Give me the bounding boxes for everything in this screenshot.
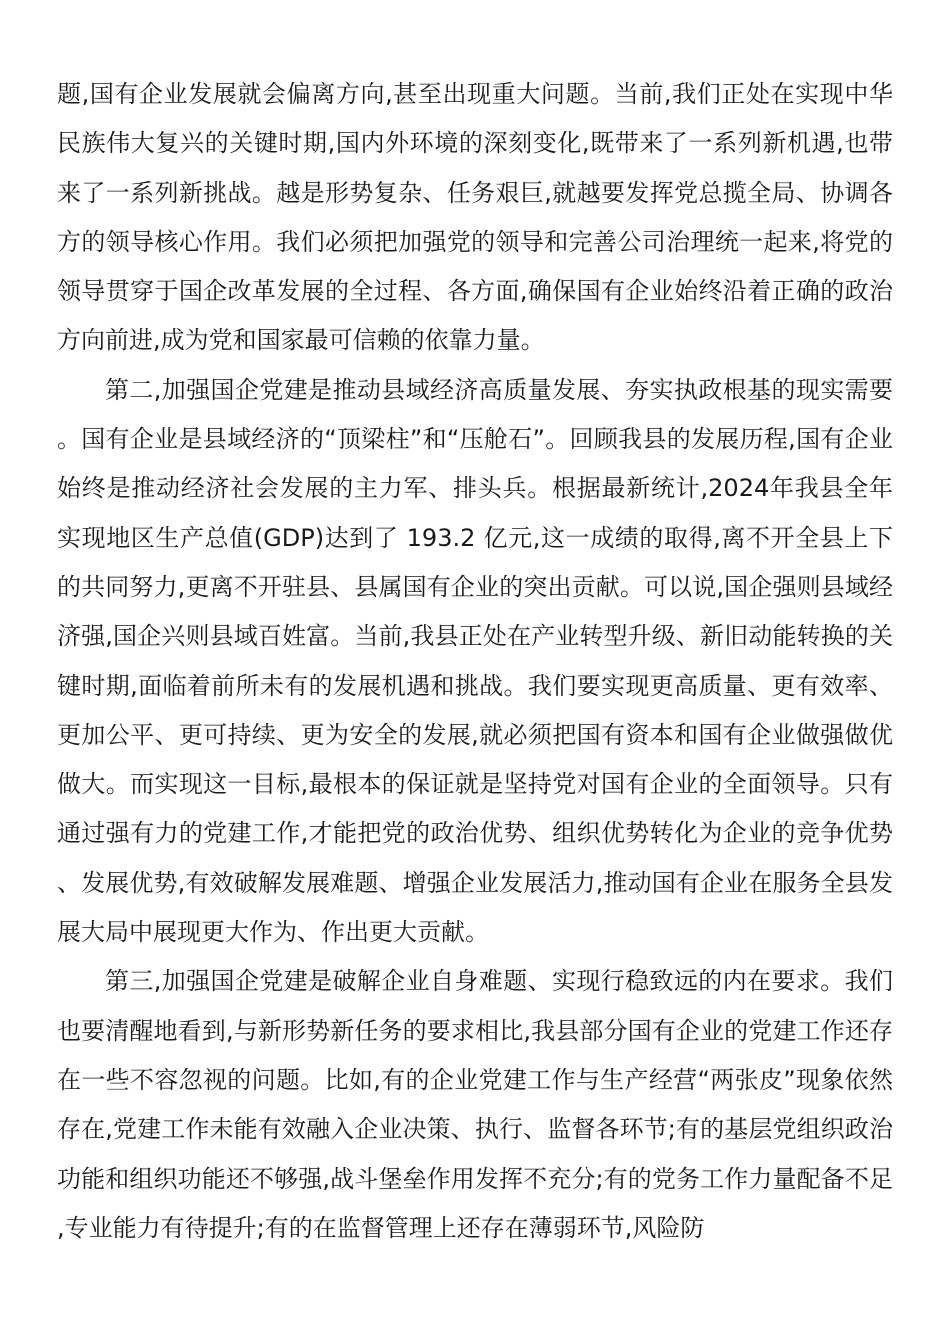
paragraph-3: 第三,加强国企党建是破解企业自身难题、实现行稳致远的内在要求。我们也要清醒地看到,与新形势新任务的要求相比,我县部分国有企业的党建工作还存在一些不容忽视的问题。比如,有的企业党建工作与生产经营“两张皮”现象依然存在,党建工作未能有效融入企业决策、执行、监督各环节;有的基层党组织政治功能和组织功能还不够强,战斗堡垒作用发挥不充分;有的党务工作力量配备不足,专业能力有待提升;有的在监督管理上还存在薄弱环节,风险防 xyxy=(57,967,893,1242)
paragraph-2: 第二,加强国企党建是推动县域经济高质量发展、夯实执政根基的现实需要。国有企业是县域经济的“顶梁柱”和“压舱石”。回顾我县的发展历程,国有企业始终是推动经济社会发展的主力军、排头兵。根据最新统计,2024年我县全年实现地区生产总值(GDP)达到了 193.2 亿元,这一成绩的取得,离不开全县上下的共同努力,更离不开驻县、县属国有企业的突出贡献。可以说,国企强则县域经济强,国企兴则县域百姓富。当前,我县正处在产业转型升级、新旧动能转换的关键时期,面临着前所未有的发展机遇和挑战。我们要实现更高质量、更有效率、更加公平、更可持续、更为安全的发展,就必须把国有资本和国有企业做强做优做大。而实现这一目标,最根本的保证就是坚持党对国有企业的全面领导。只有通过强有力的党建工作,才能把党的政治优势、组织优势转化为企业的竞争优势、发展优势,有效破解发展难题、增强企业发展活力,推动国有企业在服务全县发展大局中展现更大作为、作出更大贡献。 xyxy=(57,375,893,947)
document-page xyxy=(57,70,893,1253)
paragraph-1: 题,国有企业发展就会偏离方向,甚至出现重大问题。当前,我们正处在实现中华民族伟大复兴的关键时期,国内外环境的深刻变化,既带来了一系列新机遇,也带来了一系列新挑战。越是形势复杂、任务艰巨,就越要发挥党总揽全局、协调各方的领导核心作用。我们必须把加强党的领导和完善公司治理统一起来,将党的领导贯穿于国企改革发展的全过程、各方面,确保国有企业始终沿着正确的政治方向前进,成为党和国家最可信赖的依靠力量。 xyxy=(57,80,893,355)
